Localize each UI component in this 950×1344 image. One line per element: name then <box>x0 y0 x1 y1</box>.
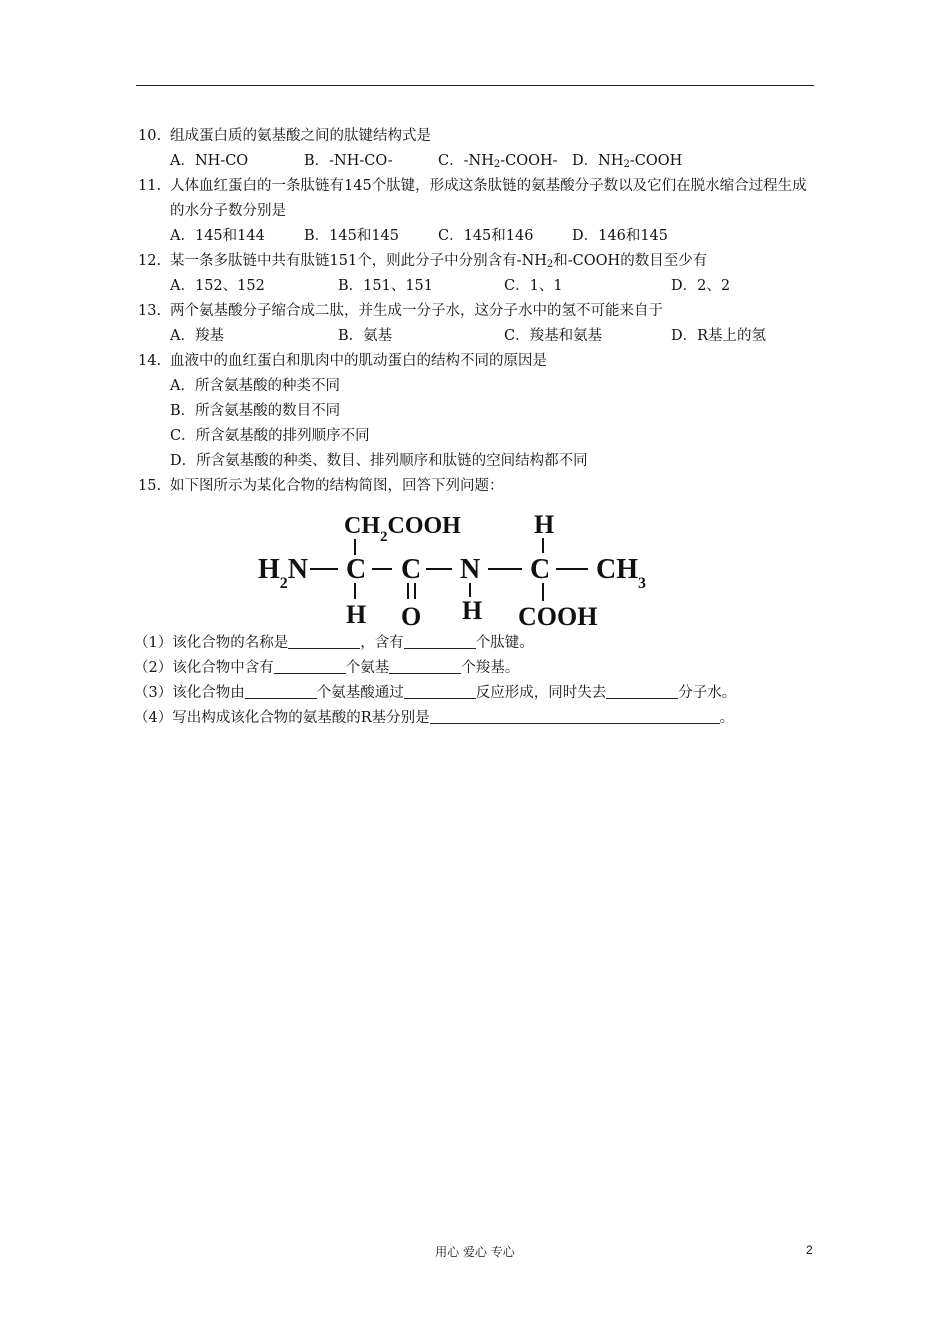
sub-question-2: （2）该化合物中含有 个氨基 个羧基。 <box>134 660 520 676</box>
hydrogen-c3: H <box>534 510 555 539</box>
carbonyl-oxygen: O <box>401 602 422 629</box>
footer-slogan: 用心 爱心 专心 <box>435 1245 515 1259</box>
alpha-carbon-2: C <box>530 554 551 585</box>
question-stem: 血液中的血红蛋白和肌肉中的肌动蛋白的结构不同的原因是 <box>170 353 547 369</box>
option-c: C．$-NH_2-COOH-$ <box>438 153 558 170</box>
option-b: B．-NH-CO- <box>304 153 393 169</box>
methyl-group: $CH_3$ <box>596 554 646 592</box>
hydrogen-c1: H <box>346 600 367 629</box>
answer-blank[interactable] <box>274 659 346 674</box>
question-number: 14. <box>138 353 162 369</box>
sub-question-3: （3）该化合物由 个氨基酸通过 反应形成，同时失去 分子水。 <box>134 685 737 701</box>
carbonyl-carbon: C <box>401 554 422 585</box>
answer-blank[interactable] <box>404 634 476 649</box>
option-d: D．146和145 <box>572 228 668 244</box>
question-stem: 如下图所示为某化合物的结构简图，回答下列问题： <box>170 478 504 494</box>
question-stem: 两个氨基酸分子缩合成二肽，并生成一分子水，这分子水中的氢不可能来自于 <box>170 303 663 319</box>
answer-blank[interactable] <box>430 709 720 724</box>
question-stem: 组成蛋白质的氨基酸之间的肽键结构式是 <box>170 128 431 144</box>
question-10-options <box>138 149 818 174</box>
option-d: D．$NH_2$-COOH <box>572 153 683 170</box>
option-d: D．2、2 <box>671 278 731 294</box>
answer-blank[interactable] <box>606 684 678 699</box>
question-number: 10. <box>138 128 162 144</box>
answer-blank[interactable] <box>404 684 476 699</box>
side-chain-label: $CH_2COOH$ <box>344 513 461 545</box>
dipeptide-structure <box>248 503 668 629</box>
option-b: B．145和145 <box>304 228 400 244</box>
alpha-carbon-1: C <box>346 554 367 585</box>
question-number: 11. <box>138 178 162 194</box>
hydrogen-n2: H <box>462 596 483 625</box>
amino-group: $H_2N$ <box>258 554 309 592</box>
carboxyl-group: COOH <box>518 602 598 629</box>
question-number: 12. <box>138 253 162 269</box>
option-c: C．145和146 <box>438 228 534 244</box>
answer-blank[interactable] <box>245 684 317 699</box>
sub-question-4: （4）写出构成该化合物的氨基酸的R基分别是 。 <box>134 710 735 726</box>
question-11 <box>138 174 818 224</box>
option-c: C．所含氨基酸的排列顺序不同 <box>170 428 370 444</box>
question-stem: 人体血红蛋白的一条肽链有145个肽键，形成这条肽链的氨基酸分子数以及它们在脱水缩合过程生成的水分子数分别是 <box>170 178 807 219</box>
option-a: A．羧基 <box>170 328 224 344</box>
question-12 <box>138 249 818 274</box>
answer-blank[interactable] <box>389 659 461 674</box>
page-number: 2 <box>806 1243 813 1257</box>
option-b: B．151、151 <box>338 278 434 294</box>
option-a: A．NH-CO <box>170 153 249 169</box>
structure-figure <box>138 503 818 631</box>
answer-blank[interactable] <box>288 634 360 649</box>
sub-question-1: （1）该化合物的名称是 ，含有 个肽键。 <box>134 635 534 651</box>
question-11-options <box>138 224 818 249</box>
option-a: A．152、152 <box>170 278 265 294</box>
question-12-options <box>138 274 818 299</box>
question-14 <box>138 349 818 374</box>
page-content <box>134 124 818 731</box>
option-b: B．所含氨基酸的数目不同 <box>170 403 341 419</box>
option-d: D．R基上的氢 <box>671 328 767 344</box>
question-number: 13. <box>138 303 162 319</box>
header-rule <box>136 85 814 86</box>
option-a: A．所含氨基酸的种类不同 <box>170 378 340 394</box>
question-15 <box>138 474 818 499</box>
option-c: C．1、1 <box>504 278 563 294</box>
amide-nitrogen: N <box>460 554 481 585</box>
question-10 <box>138 124 818 149</box>
question-number: 15. <box>138 478 162 494</box>
option-b: B．氨基 <box>338 328 393 344</box>
question-13 <box>138 299 818 324</box>
question-13-options <box>138 324 818 349</box>
option-d: D．所含氨基酸的种类、数目、排列顺序和肽链的空间结构都不同 <box>170 453 588 469</box>
question-stem: 某一条多肽链中共有肽链151个，则此分子中分别含有$-NH_2$和-COOH的数目至少有 <box>170 253 708 270</box>
option-c: C．羧基和氨基 <box>504 328 603 344</box>
option-a: A．145和144 <box>170 228 265 244</box>
